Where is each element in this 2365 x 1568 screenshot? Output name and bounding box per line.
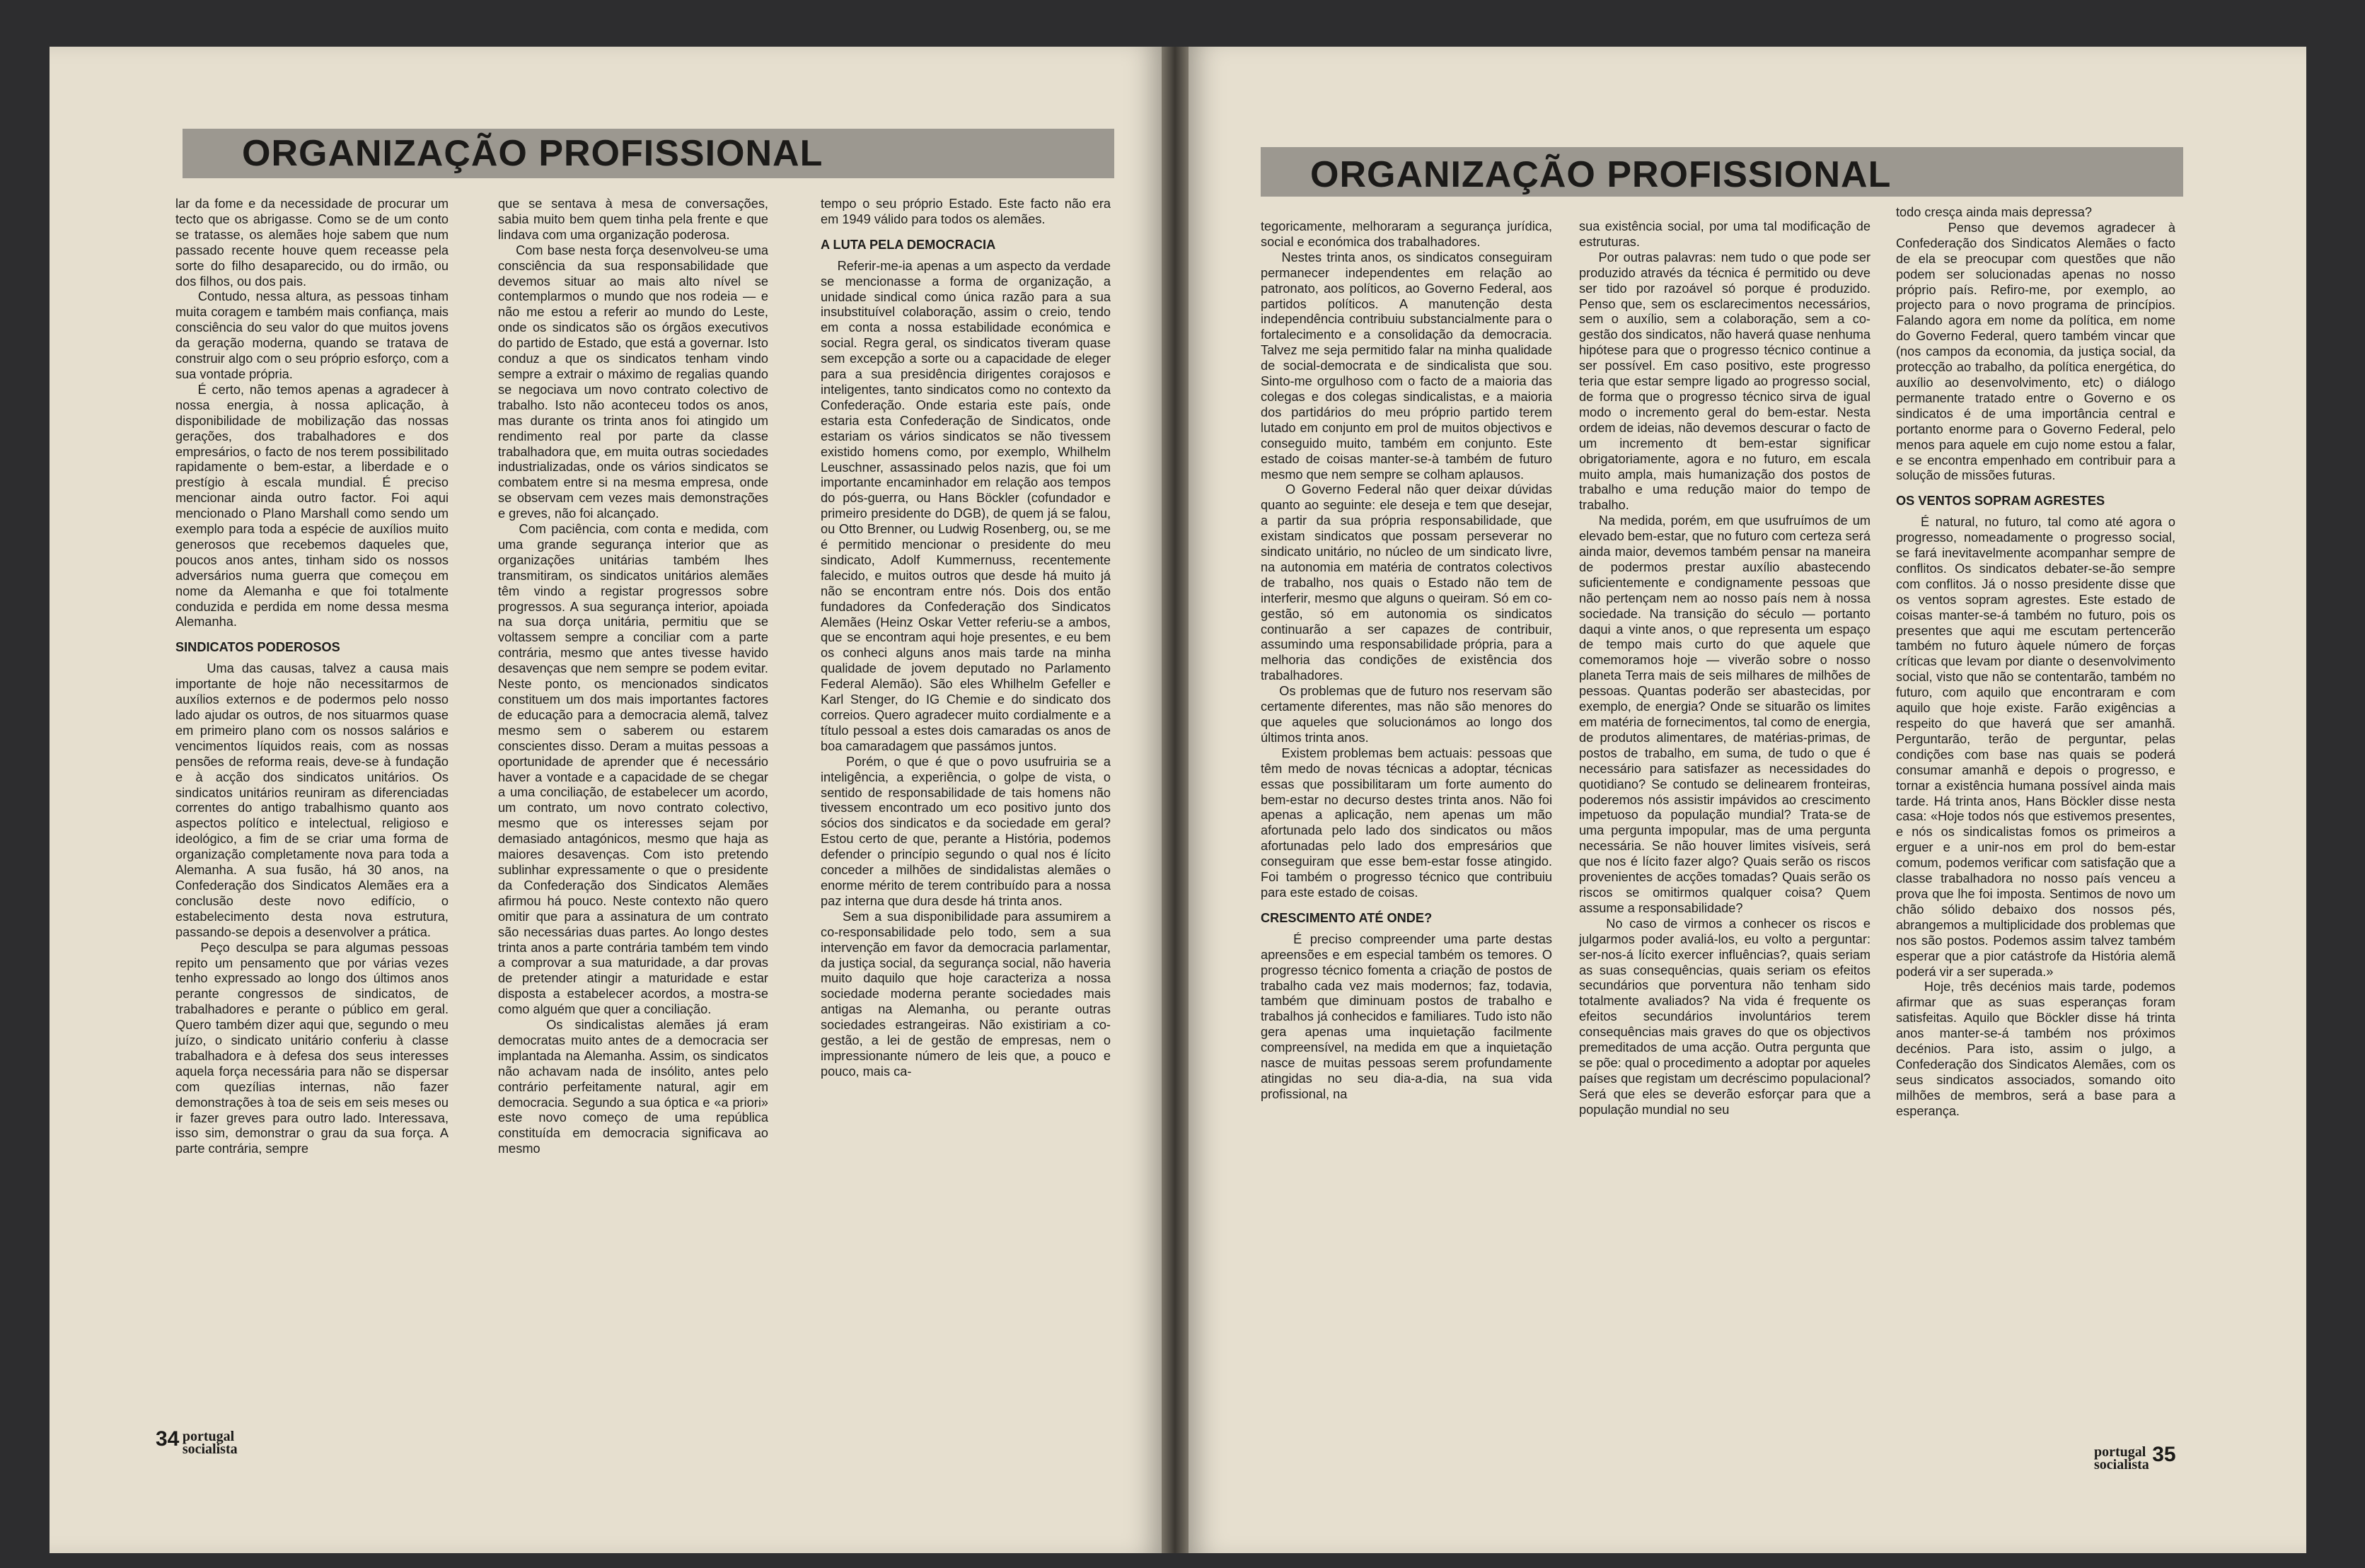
left-page-number: 34 <box>156 1427 180 1451</box>
right-col1-text-2: É preciso compreender uma parte destas apreensões e em especial também os temores. O progresso técnico fomenta a criação de postos de trabalho cada vez mais modernos; faz, todavia, também que diminuam postos de trabalho e trabalhos já conhecidos e familiares. Tudo isto não gera apenas uma inquietação facilmente compreensível, na medida em que a inquietação nasce de muitas pessoas serem profundamente atingidas no seu dia-a-dia, na sua vida profissional, na <box>1261 931 1556 1101</box>
right-column-1 <box>1261 219 1556 1450</box>
right-page-folio <box>2094 1443 2176 1471</box>
left-page-folio <box>156 1427 238 1456</box>
spine-gutter <box>1162 47 1189 1553</box>
left-column-3 <box>821 197 1115 1427</box>
left-column-1 <box>175 197 449 1427</box>
right-header-title: ORGANIZAÇÃO PROFISSIONAL <box>1310 154 1892 195</box>
left-col3-heading: A LUTA PELA DEMOCRACIA <box>821 237 996 252</box>
left-col3-text-2: Referir-me-ia apenas a um aspecto da verdade se mencionasse a forma de organização, a unidade sindical como única razão para a sua insubstituível colaboração, assim o creio, tendo em conta a nossa estabilidade económica e social. Regra geral, os sindicatos tiveram quase sem excepção a sorte ou a capacidade de eleger para a sua presidência dirigentes corajosos e inteligentes, tanto sindicatos como no contexto da Confederação. Onde estaria este país, onde estaria esta Confederação de Sindicatos, onde estariam os vários sindicatos se não tivessem existido homens como, por exemplo, Whilhelm Leuschner, assassinado pelos nazis, que foi um importante encaminhador em relação aos tempos do pós-guerra, ou Hans Böckler (cofundador e primeiro presidente do DGB), de quem já se falou, ou Otto Brenner, ou Ludwig Rosenberg, ou, se me é permitido mencionar o presidente do meu sindicato, Adolf Kummernuss, recentemente falecido, e muitos outros que desde há muito já não se encontram entre nós. Dois dos então fundadores da Confederação dos Sindicatos Alemães (Heinz Oskar Vetter referiu-se a ambos, que se encontram aqui hoje presentes, e eu bem os conheci alguns anos mais tarde na minha qualidade de jovem deputado no Parlamento Federal Alemão). São eles Whilhelm Gefeller e Karl Stenger, do IG Chemie e do sindicato dos correios. Quero agradecer muito cordialmente e a título pessoal a estes dois camaradas os anos de boa camaradagem que passámos juntos. Porém, o que é que o povo usufruiria se a inteligência, a experiência, o golpe de vista, o sentido de responsabilidade de tais homens não tivessem encontrado um eco positivo junto dos sócios dos sindicatos e da sociedade em geral? Estou certo de que, perante a História, podemos defender o princípio segundo o qual nos é lícito conceder a milhões de sindidalistas alemães o enorme mérito de terem contribuído para a nossa paz interna que dura desde há trinta anos. Sem a sua disponibilidade para assumirem a co-responsabilidade pelo todo, sem a sua intervenção em favor da democracia parlamentar, da justiça social, da segurança social, não haveria muito daquilo que hoje caracteriza a nossa sociedade moderna perante sociedades mais antigas na Alemanha, ou perante outras sociedades estrangeiras. Não existiriam a co-gestão, a lei de gestão de empresas, nem o impressionante número de leis que, a pouco e pouco, mais ca- <box>821 258 1111 1079</box>
right-col1-heading: CRESCIMENTO ATÉ ONDE? <box>1261 910 1433 925</box>
brand-line-2: socialista <box>182 1441 238 1457</box>
right-col2-text: sua existência social, por uma tal modificação de estruturas. Por outras palavras: nem tudo o que pode ser produzido através da técnica é permitido ou deve ser tido por razoável só porque é produzido. Penso que, sem os esclarecimentos necessários, sem o auxílio, sem a colaboração, sem a co-gestão dos sindicatos, não haverá quase nenhuma hipótese para que o progresso técnico continue a ser possível. Em caso positivo, este progresso teria que estar sempre ligado ao progresso social, de forma que o progresso técnico sirva de igual modo o incremento geral do bem-estar. Nesta ordem de ideias, não devemos descurar o facto de um incremento dt bem-estar significar obrigatoriamente, agora e no futuro, em escala muito ampla, mais humanização dos postos de trabalho e uma redução maior do tempo de trabalho. Na medida, porém, em que usufruímos de um elevado bem-estar, que no futuro com certeza será ainda maior, devemos também pensar na maneira de podermos prestar auxílio abastecendo suficientemente e condignamente pessoas que não pertençam nem ao nosso país nem à nossa sociedade. Na transição do século — portanto daqui a vinte anos, o que representa um espaço de tempo mais curto do que aquele que comemoramos hoje — viverão sobre o nosso planeta Terra mais de seis milhares de milhões de pessoas. Quantas poderão ser abastecidas, por exemplo, de energia? Onde se situarão os limites em matéria de fornecimentos, tal como de energia, de produtos alimentares, de matérias-primas, de postos de trabalho, em suma, de tudo o que é necessário para satisfazer as necessidades do quotidiano? Se contudo se delinearem fronteiras, poderemos nós assistir impávidos ao crescimento impetuoso da população mundial? Trata-se de uma pergunta impopular, mas de uma pergunta necessária. Se não houver limites visíveis, será que nos é lícito fazer algo? Quais serão os riscos provenientes de acções tomadas? Quais serão os riscos se omitirmos qualquer coisa? Quem assume a responsabilidade? No caso de virmos a conhecer os riscos e julgarmos poder avaliá-los, eu volto a perguntar: ser-nos-á lícito exercer influências?, quais seriam as suas consequências, quais seriam os efeitos secundários que porventura não tenham sido totalmente avaliados? Na vida é frequente os efeitos secundários involuntários terem consequências mais graves do que os objectivos premeditados de uma acção. Outra pergunta que se põe: qual o procedimento a adoptar por aqueles países que registam um decréscimo populacional? Será que eles se deverão esforçar para que a população mundial no seu <box>1579 219 1871 1117</box>
left-col1-text-2: Uma das causas, talvez a causa mais importante de hoje não necessitarmos de auxílios externos e de podermos pelo nosso lado ajudar os outros, de nos situarmos quase em primeiro plano com os nossos salários e vencimentos líquidos reais, com as nossas pensões de reforma reais, deve-se à fundação e à acção dos sindicatos unitários. Os sindicatos unitários reuniram as diferenciadas correntes do antigo trabalhismo quanto aos aspectos político e intelectual, religioso e ideológico, a fim de se criar uma forma de organização completamente nova para toda a Alemanha. A sua fusão, há 30 anos, na Confederação dos Sindicatos Alemães era a conclusão deste novo edifício, o estabelecimento desta nova estrutura, passando-se depois a desenvolver a prática. Peço desculpa se para algumas pessoas repito um pensamento que por várias vezes tenho expressado ao longo dos últimos anos perante congressos de sindicatos, de trabalhadores e perante o público em geral. Quero também dizer aqui que, segundo o meu juízo, o sindicato unitário conferiu à classe trabalhadora e à defesa dos seus interesses aquela força necessária para não se dispersar com quezílias internas, não fazer demonstrações à toa de seis em seis meses ou ir fazer greves para outro lado. Interessava, isso sim, demonstrar o grau da sua força. A parte contrária, sempre <box>175 661 449 1156</box>
left-col3-text-1: tempo o seu próprio Estado. Este facto não era em 1949 válido para todos os alemães. <box>821 197 1115 226</box>
left-col1-heading: SINDICATOS PODEROSOS <box>175 640 340 655</box>
right-col3-text-1: todo cresça ainda mais depressa? Penso que devemos agradecer à Confederação dos Sindicatos Alemães o facto de ela se preocupar com questões que não podem ser solucionadas apenas no nosso próprio país. Refiro-me, por exemplo, ao projecto para o novo programa de princípios. Falando agora em nome da política, em nome do Governo Federal, quero também vincar que (nos campos da economia, da justiça social, da protecção ao trabalho, da política energética, do auxílio ao desenvolvimento, etc) o diálogo permanente tratado entre o Governo e os sindicatos é de uma importância central e portanto enorme para o Governo Federal, pelo menos para aquele em cujo nome estou a falar, e se encontra empenhado em contribuir para a solução de missões futuras. <box>1896 205 2175 483</box>
right-col1-text-1: tegoricamente, melhoraram a segurança jurídica, social e económica dos trabalhadores. Nestes trinta anos, os sindicatos conseguiram permanecer independentes em relação ao patronato, aos políticos, ao Governo Federal, aos partidos políticos. A manutenção desta independência contribuiu substancialmente para o fortalecimento e a consolidação da democracia. Talvez me seja permitido falar na minha qualidade de social-democrata e de sindicalista que sou. Sinto-me orgulhoso com o facto de a maioria das colegas e dos colegas sindicalistas, e a maioria dos partidários do meu próprio partido terem lutado em conjunto em prol de muitos objectivos e conseguido muito, também em conjunto. Este estado de coisas manter-se-à também de futuro mesmo que nem sempre se colham aplausos. O Governo Federal não quer deixar dúvidas quanto ao seguinte: ele deseja e tem que desejar, a partir da sua própria responsabilidade, que existam sindicatos que possam perseverar no sindicato unitário, no núcleo de um sindicato livre, na autonomia em matéria de contratos colectivos de trabalho, nos quais o Estado não tem de interferir, mesmo que alguns o queiram. Só em co-gestão, só em autonomia os sindicatos continuarão a ser capazes de contribuir, assumindo uma responsabilidade própria, para a melhoria das condições de existência dos trabalhadores. Os problemas que de futuro nos reservam são certamente diferentes, mas não são menores do que aqueles que solucionámos ao longo dos últimos trinta anos. Existem problemas bem actuais: pessoas que têm medo de novas técnicas a adoptar, técnicas essas que possibilitaram um forte aumento do bem-estar no decurso destes trinta anos. Não foi apenas a aplicação, nem apenas um mão afortunada pelo lado dos sindicatos ou mãos afortunadas pelo lado dos empresários que conseguiram que esse bem-estar fosse atingido. Foi também o progresso técnico que contribuiu para este estado de coisas. <box>1261 219 1552 900</box>
right-column-3 <box>1896 205 2175 1450</box>
right-page-number: 35 <box>2152 1443 2176 1466</box>
left-brand-logo <box>183 1430 238 1456</box>
brand-line-1: portugal <box>182 1428 235 1444</box>
right-col3-text-2: É natural, no futuro, tal como até agora o progresso, nomeadamente o progresso social, se fará inevitavelmente acompanhar sempre de conflitos. Os sindicatos debater-se-ão sempre com conflitos. Já o nosso presidente disse que os ventos sopram agrestes. Este estado de coisas manter-se-á também no futuro, pois os presentes que aqui me escutam pertencerão também no futuro àquele número de forças críticas que levam por diante o desenvolvimento social, visto que não se contentarão, também no futuro, com aquilo que encontraram e com aquilo que hoje existe. Farão exigências a respeito do que haverá que ser amanhã. Perguntarão, terão de perguntar, pelas condições com base nas quais se poderá consumar amanhã e depois o progresso, e tornar a existência humana possível ainda mais tarde. Há trinta anos, Hans Böckler disse nesta casa: «Hoje todos nós que estivemos presentes, e nós os sindicalistas fomos os primeiros a erguer e a unir-nos em prol do bem-estar comum, podemos verificar com satisfação que a classe trabalhadora no nosso país venceu a prova que lhe foi imposta. Sentimos de novo um chão sólido debaixo dos nossos pés, abrangemos a multiplicidade dos problemas que nos são postos. Podemos assim talvez também esperar que a pior catástrofe da História alemã poderá vir a ser superada.» Hoje, três decénios mais tarde, podemos afirmar que as suas esperanças foram satisfeitas. Aquilo que Böckler disse há trinta anos manter-se-á também nos próximos decénios. Para isto, assim o julgo, a Confederação dos Sindicatos Alemães, com os seus sindicatos associados, somando oito milhões de membros, será a base para a esperança. <box>1896 515 2175 1118</box>
right-column-2 <box>1579 219 1870 1450</box>
left-header-title: ORGANIZAÇÃO PROFISSIONAL <box>242 133 823 174</box>
brand-line-2: socialista <box>2094 1456 2149 1473</box>
right-col3-heading: OS VENTOS SOPRAM AGRESTES <box>1896 494 2105 509</box>
left-column-2 <box>498 197 768 1427</box>
left-col2-text: que se sentava à mesa de conversações, sabia muito bem quem tinha pela frente e que lindava com uma organização poderosa. Com base nesta força desenvolveu-se uma consciência da sua responsabilidade que devemos situar ao mais alto nível se contemplarmos o mundo que nos rodeia — e não me estou a referir ao mundo do Leste, onde os sindicatos são os órgãos executivos do partido de Estado, que está a governar. Isto conduz a que os sindicatos tenham vindo sempre a extrair o máximo de regalias quando se negociava um novo contrato colectivo de trabalho. Isto não aconteceu todos os anos, mas durante os trinta anos foi atingido um rendimento real por parte da classe trabalhadora que, em muita outras sociedades industrializadas, onde os vários sindicatos se combatem entre si na mesma empresa, onde se observam cem vezes mais demonstrações e greves, não foi alcançado. Com paciência, com conta e medida, com uma grande segurança interior que as organizações unitárias também lhes transmitiram, os sindicatos unitários alemães têm vindo a registar progressos sobre progressos. A sua segurança interior, apoiada na sua dorça unitária, permitiu que se voltassem sempre a conciliar com a parte contrária, mesmo que antes tivesse havido desavenças que nem sempre se podem evitar. Neste ponto, os mencionados sindicatos constituem um dos mais importantes factores de educação para a democracia alemã, talvez mesmo sem o saberem ou estarem conscientes disso. Deram a muitas pessoas a oportunidade de aprender que é necessário haver a vontade e a capacidade de se chegar a uma conciliação, de estabelecer um acordo, um contrato, um novo contrato colectivo, mesmo que os interesses sejam por demasiado antagónicos, mesmo que haja as maiores desavenças. Com isto pretendo sublinhar expressamente o que o presidente da Confederação dos Sindicatos Alemães afirmou há pouco. Neste contexto não quero omitir que para a assinatura de um contrato são necessárias duas partes. Ao longo destes trinta anos a parte contrária também tem vindo a comprovar a sua maturidade, a dar provas de pretender atingir a maturidade e estar disposta a estabelecer acordos, a mostra-se como alguém que quer a conciliação. Os sindicalistas alemães já eram democratas muito antes de a democracia ser implantada na Alemanha. Assim, os sindicatos não achavam nada de insólito, antes pelo contrário perfeitamente natural, agir em democracia. Segundo a sua óptica e «a priori» este novo começo de uma república constituída em democracia significava ao mesmo <box>498 197 768 1156</box>
left-col1-text-1: lar da fome e da necessidade de procurar um tecto que os abrigasse. Como se de um conto se tratasse, os alemães hoje sabem que num passado recente houve quem receasse pela sorte do filho desaparecido, ou do irmão, ou dos filhos, ou dos pais. Contudo, nessa altura, as pessoas tinham muita coragem e também mais confiança, mais consciência do seu valor do que muitos jovens da geração moderna, quando se tratava de construir algo com o seu próprio esforço, com a sua vontade própria. É certo, não temos apenas a agradecer à nossa energia, à nossa aplicação, à disponibilidade de mobilização das nossas gerações, dos trabalhadores e dos empresários, o facto de nos terem possibilitado rapidamente o bem-estar, a liberdade e o prestígio à escala mundial. É preciso mencionar ainda outro factor. Foi aqui mencionado o Plano Marshall como sendo um exemplo para toda a espécie de auxílios muito generosos que recebemos daqueles que, poucos anos antes, tinham sido os nossos adversários numa guerra que começou em nome da Alemanha e que foi totalmente conduzida e perdida em nome dessa mesma Alemanha. <box>175 197 449 629</box>
brand-line-1: portugal <box>2094 1444 2146 1460</box>
right-brand-logo <box>2094 1446 2149 1471</box>
